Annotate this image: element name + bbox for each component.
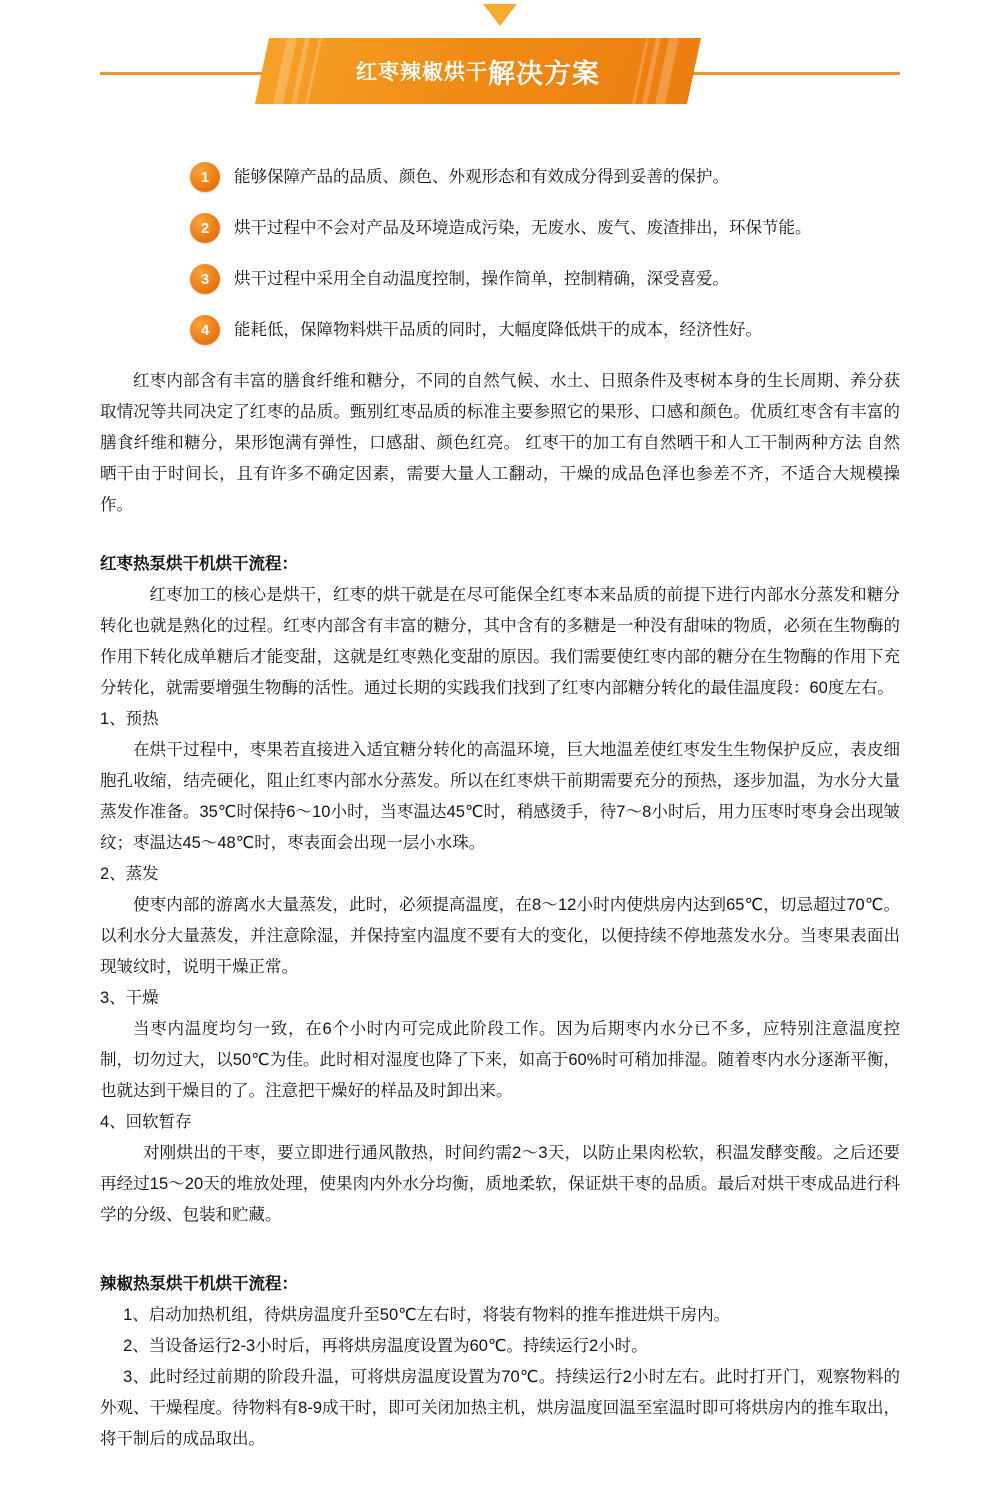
bullet-number-badge: 4 bbox=[190, 315, 220, 345]
document-body bbox=[0, 366, 1000, 1495]
jujube-step-label-1: 1、预热 bbox=[100, 710, 159, 728]
page-title-prefix: 红枣辣椒烘干 bbox=[356, 61, 488, 84]
list-item bbox=[0, 264, 1000, 294]
jujube-step-text-1: 在烘干过程中，枣果若直接进入适宜糖分转化的高温环境，巨大地温差使红枣发生生物保护反应，表皮细胞孔收缩，结壳硬化，阻止红枣内部水分蒸发。所以在红枣烘干前期需要充分的预热，逐步加温，为水分大量蒸发作准备。35℃时保持6～10小时，当枣温达45℃时，稍感烫手，待7～8小时后，用力压枣时枣身会出现皱纹；枣温达45～48℃时，枣表面会出现一层小水珠。 bbox=[100, 741, 900, 852]
list-item bbox=[0, 162, 1000, 192]
arrow-down-icon bbox=[483, 4, 517, 26]
page-title bbox=[262, 38, 694, 104]
jujube-step-text-4: 对刚烘出的干枣，要立即进行通风散热，时间约需2～3天，以防止果肉松软，积温发酵变酸。之后还要再经过15～20天的堆放处理，使果肉内外水分均衡，质地柔软，保证烘干枣的品质。最后对烘干枣成品进行科学的分级、包装和贮藏。 bbox=[100, 1144, 900, 1224]
bullet-text: 烘干过程中不会对产品及环境造成污染，无废水、废气、废渣排出，环保节能。 bbox=[234, 219, 812, 237]
header-rule-right bbox=[672, 72, 900, 75]
jujube-step-label-2: 2、蒸发 bbox=[100, 865, 159, 883]
list-item bbox=[0, 315, 1000, 345]
jujube-step-text-3: 当枣内温度均匀一致，在6个小时内可完成此阶段工作。因为后期枣内水分已不多，应特别注意温度控制，切勿过大，以50℃为佳。此时相对湿度也降了下来，如高于60%时可稍加排湿。随着枣内水分逐渐平衡，也就达到干燥目的了。注意把干燥好的样品及时卸出来。 bbox=[100, 1020, 900, 1100]
feature-list bbox=[0, 162, 1000, 345]
section-title-pepper: 辣椒热泵烘干机烘干流程： bbox=[100, 1275, 298, 1293]
pepper-step-1: 1、启动加热机组，待烘房温度升至50℃左右时，将装有物料的推车推进烘干房内。 bbox=[123, 1306, 731, 1324]
list-item bbox=[0, 213, 1000, 243]
pepper-step-3: 3、此时经过前期的阶段升温，可将烘房温度设置为70℃。持续运行2小时左右。此时打开门，观察物料的外观、干燥程度。待物料有8-9成干时，即可关闭加热主机，烘房温度回温至室温时即可将烘房内的推车取出，将干制后的成品取出。 bbox=[100, 1368, 900, 1448]
jujube-step-text-2: 使枣内部的游离水大量蒸发，此时，必须提高温度，在8～12小时内使烘房内达到65℃，切忌超过70℃。以利水分大量蒸发，并注意除湿，并保持室内温度不要有大的变化，以便持续不停地蒸发水分。当枣果表面出现皱纹时，说明干燥正常。 bbox=[100, 896, 900, 976]
bullet-text: 能够保障产品的品质、颜色、外观形态和有效成分得到妥善的保护。 bbox=[234, 168, 729, 186]
jujube-step-label-4: 4、回软暂存 bbox=[100, 1113, 192, 1131]
bullet-number-badge: 2 bbox=[190, 213, 220, 243]
bullet-number-badge: 1 bbox=[190, 162, 220, 192]
section-title-jujube: 红枣热泵烘干机烘干流程： bbox=[100, 555, 298, 573]
jujube-step-label-3: 3、干燥 bbox=[100, 989, 159, 1007]
intro-paragraph: 红枣内部含有丰富的膳食纤维和糖分，不同的自然气候、水土、日照条件及枣树本身的生长周期、养分获取情况等共同决定了红枣的品质。甄别红枣品质的标准主要参照它的果形、口感和颜色。优质红枣含有丰富的膳食纤维和糖分，果形饱满有弹性，口感甜、颜色红亮。 红枣干的加工有自然晒干和人工干制两种方法 自然晒干由于时间长，且有许多不确定因素，需要大量人工翻动，干燥的成品色泽也参差不齐，不适合大规模操作。 bbox=[100, 372, 900, 514]
jujube-lead-paragraph: 红枣加工的核心是烘干，红枣的烘干就是在尽可能保全红枣本来品质的前提下进行内部水分蒸发和糖分转化也就是熟化的过程。红枣内部含有丰富的糖分，其中含有的多糖是一种没有甜味的物质，必须在生物酶的作用下转化成单糖后才能变甜，这就是红枣熟化变甜的原因。我们需要使红枣内部的糖分在生物酶的作用下充分转化，就需要增强生物酶的活性。通过长期的实践我们找到了红枣内部糖分转化的最佳温度段：60度左右。 bbox=[100, 586, 900, 697]
page-header bbox=[0, 0, 1000, 118]
bullet-number-badge: 3 bbox=[190, 264, 220, 294]
bullet-text: 烘干过程中采用全自动温度控制，操作简单，控制精确，深受喜爱。 bbox=[234, 270, 729, 288]
page-title-main: 解决方案 bbox=[488, 58, 600, 89]
pepper-step-2: 2、当设备运行2-3小时后，再将烘房温度设置为60℃。持续运行2小时。 bbox=[123, 1337, 648, 1355]
bullet-text: 能耗低，保障物料烘干品质的同时，大幅度降低烘干的成本，经济性好。 bbox=[234, 321, 762, 339]
